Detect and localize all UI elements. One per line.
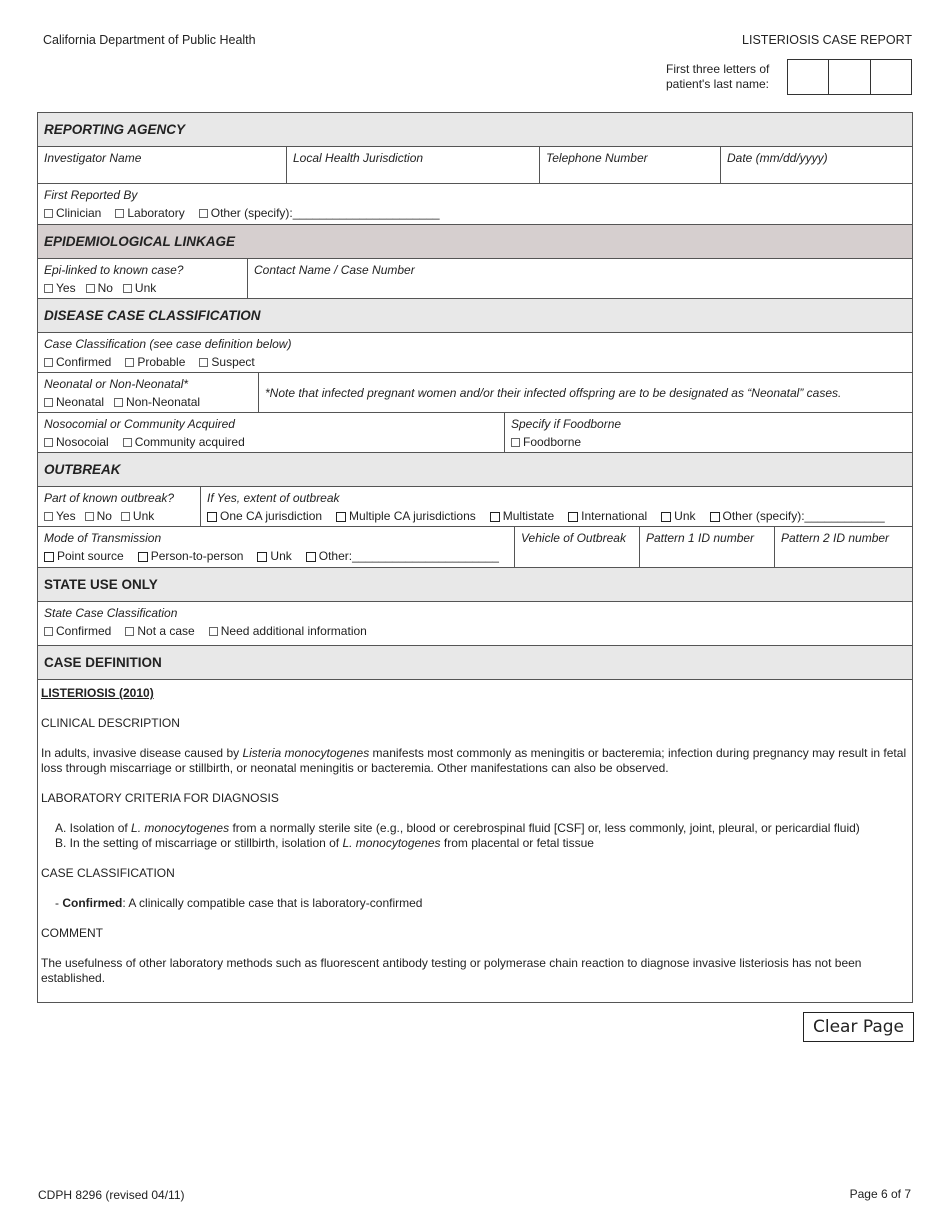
outbreak-yes-label: Yes [56, 509, 76, 523]
neonatal-cell [38, 373, 259, 412]
clinical-text-a: In adults, invasive disease caused by [41, 746, 243, 760]
reporting-agency-row [38, 147, 912, 184]
date-field[interactable] [721, 147, 912, 183]
investigator-label: Investigator Name [44, 151, 142, 165]
pattern1-label: Pattern 1 ID number [646, 531, 755, 545]
option-suspect[interactable] [199, 353, 254, 372]
section-outbreak: OUTBREAK [38, 453, 912, 487]
lab-a-organism: L. monocytogenes [131, 821, 230, 835]
option-person-to-person[interactable] [138, 547, 244, 566]
need-info-label: Need additional information [220, 624, 367, 638]
epi-yes-label: Yes [56, 281, 76, 295]
checkbox-epi-yes[interactable] [44, 284, 53, 293]
option-multi-ca[interactable] [336, 507, 476, 526]
option-international[interactable] [568, 507, 647, 526]
neonatal-label: Neonatal or Non-Neonatal* [44, 377, 189, 391]
case-class-cell [38, 333, 912, 372]
first-reported-options [44, 204, 906, 223]
checkbox-transmission-other[interactable] [306, 552, 316, 562]
epi-unk-label: Unk [134, 281, 157, 295]
outbreak-extent-label: If Yes, extent of outbreak [207, 491, 340, 505]
lab-b-organism: L. monocytogenes [342, 836, 441, 850]
lastname-letter-2[interactable] [829, 60, 870, 94]
option-nosocomial[interactable] [44, 433, 109, 452]
checkbox-neonatal[interactable] [44, 398, 53, 407]
checkbox-transmission-unk[interactable] [257, 552, 267, 562]
form-id: CDPH 8296 (revised 04/11) [38, 1188, 185, 1202]
checkbox-outbreak-yes[interactable] [44, 512, 53, 521]
lastname-boxes [787, 59, 912, 95]
multistate-label: Multistate [502, 509, 555, 523]
option-point-source[interactable] [44, 547, 124, 566]
checkbox-community[interactable] [123, 438, 132, 447]
lab-a-post: from a normally sterile site (e.g., blood or cerebrospinal fluid [CSF] or, less commonly, joint, pleural, or pericardial fluid) [229, 821, 860, 835]
not-case-label: Not a case [137, 624, 195, 638]
checkbox-international[interactable] [568, 512, 578, 522]
section-state-use: STATE USE ONLY [38, 568, 912, 602]
option-non-neonatal[interactable] [114, 393, 200, 412]
checkbox-confirmed[interactable] [44, 358, 53, 367]
outbreak-extent-cell [201, 487, 912, 526]
checkbox-person-to-person[interactable] [138, 552, 148, 562]
transmission-other-label: Other:______________________ [318, 549, 499, 563]
checkbox-foodborne[interactable] [511, 438, 520, 447]
confirmed-definition [55, 896, 909, 911]
checkbox-suspect[interactable] [199, 358, 208, 367]
international-label: International [581, 509, 648, 523]
point-source-label: Point source [57, 549, 124, 563]
outbreak-extent-options [207, 507, 906, 526]
outbreak-no-label: No [96, 509, 112, 523]
lab-a-pre: A. Isolation of [55, 821, 132, 835]
checkbox-extent-other[interactable] [710, 512, 720, 522]
checkbox-state-confirmed[interactable] [44, 627, 53, 636]
jurisdiction-field[interactable] [287, 147, 540, 183]
option-extent-unk[interactable] [661, 507, 695, 526]
investigator-name-field[interactable] [38, 147, 287, 183]
lab-b-pre: B. In the setting of miscarriage or stillbirth, isolation of [55, 836, 343, 850]
state-class-label: State Case Classification [44, 606, 178, 620]
lastname-label-line2: patient's last name: [666, 77, 770, 91]
clinical-organism: Listeria monocytogenes [242, 746, 370, 760]
comment-text: The usefulness of other laboratory methods such as fluorescent antibody testing or polymerase chain reaction to diagnose invasive listeriosis has not been established. [41, 956, 862, 985]
transmission-options [44, 547, 508, 566]
telephone-field[interactable] [540, 147, 721, 183]
laboratory-label: Laboratory [127, 206, 185, 220]
clinician-label: Clinician [56, 206, 102, 220]
option-epi-no[interactable] [86, 279, 113, 298]
confirmed-term: Confirmed [62, 896, 123, 910]
option-epi-yes[interactable] [44, 279, 76, 298]
jurisdiction-label: Local Health Jurisdiction [293, 151, 424, 165]
lab-b-post: from placental or fetal tissue [440, 836, 594, 850]
class-heading: CASE CLASSIFICATION [41, 866, 175, 880]
checkbox-extent-unk[interactable] [661, 512, 671, 522]
option-transmission-other[interactable] [306, 547, 499, 566]
nosocomial-label: Nosocomial or Community Acquired [44, 417, 235, 431]
option-transmission-unk[interactable] [257, 547, 291, 566]
lab-criteria-list [41, 821, 909, 851]
nosocomial-row [38, 413, 912, 453]
non-neonatal-label: Non-Neonatal [126, 395, 201, 409]
epi-linked-options [44, 279, 241, 298]
option-multistate[interactable] [490, 507, 554, 526]
neonatal-option-label: Neonatal [56, 395, 105, 409]
neonatal-note: *Note that infected pregnant women and/or their infected offspring are to be designated as “Neonatal” cases. [265, 385, 842, 400]
checkbox-laboratory[interactable] [115, 209, 124, 218]
checkbox-need-info[interactable] [209, 627, 218, 636]
checkbox-clinician[interactable] [44, 209, 53, 218]
epi-no-label: No [97, 281, 113, 295]
lastname-letter-3[interactable] [871, 60, 911, 94]
extent-other-label: Other (specify):____________ [722, 509, 885, 523]
community-label: Community acquired [134, 435, 245, 449]
classification-list [41, 896, 909, 911]
lab-heading: LABORATORY CRITERIA FOR DIAGNOSIS [41, 791, 279, 805]
contact-field[interactable] [248, 259, 912, 298]
report-title: LISTERIOSIS CASE REPORT [742, 33, 912, 47]
option-foodborne[interactable] [511, 433, 581, 452]
lastname-label-line1: First three letters of [666, 62, 770, 76]
section-reporting-agency: REPORTING AGENCY [38, 113, 912, 147]
outbreak-unk-label: Unk [132, 509, 155, 523]
checkbox-one-ca[interactable] [207, 512, 217, 522]
option-laboratory[interactable] [115, 204, 184, 223]
first-reported-cell [38, 184, 912, 224]
checkbox-non-neonatal[interactable] [114, 398, 123, 407]
section-case-classification: DISEASE CASE CLASSIFICATION [38, 299, 912, 333]
pattern1-field[interactable] [640, 527, 775, 567]
nosocomial-cell [38, 413, 505, 452]
vehicle-label: Vehicle of Outbreak [521, 531, 626, 545]
option-not-case[interactable] [125, 622, 194, 641]
foodborne-option-label: Foodborne [523, 435, 582, 449]
option-neonatal[interactable] [44, 393, 104, 412]
probable-label: Probable [137, 355, 186, 369]
checkbox-nosocomial[interactable] [44, 438, 53, 447]
epi-linked-cell [38, 259, 248, 298]
case-report-form [37, 112, 913, 1003]
case-class-label: Case Classification (see case definition below) [44, 337, 292, 351]
option-epi-unk[interactable] [123, 279, 156, 298]
case-class-row [38, 333, 912, 373]
option-outbreak-no[interactable] [85, 507, 112, 526]
contact-label: Contact Name / Case Number [254, 263, 415, 277]
option-other[interactable] [199, 204, 440, 223]
lastname-label [666, 62, 769, 92]
date-label: Date (mm/dd/yyyy) [727, 151, 828, 165]
checkbox-epi-no[interactable] [86, 284, 95, 293]
case-definition-body [38, 680, 912, 1002]
option-state-confirmed[interactable] [44, 622, 111, 641]
option-outbreak-yes[interactable] [44, 507, 76, 526]
clinical-heading: CLINICAL DESCRIPTION [41, 716, 180, 730]
section-epi-linkage: EPIDEMIOLOGICAL LINKAGE [38, 225, 912, 259]
lab-criterion-a [55, 821, 909, 836]
nosocomial-options [44, 433, 498, 452]
first-reported-label: First Reported By [44, 188, 138, 202]
page-number: Page 6 of 7 [849, 1187, 911, 1201]
pattern2-field[interactable] [775, 527, 912, 567]
vehicle-field[interactable] [515, 527, 640, 567]
neonatal-row [38, 373, 912, 413]
option-one-ca[interactable] [207, 507, 322, 526]
telephone-label: Telephone Number [546, 151, 648, 165]
neonatal-options [44, 393, 252, 412]
option-community[interactable] [123, 433, 245, 452]
case-class-options [44, 353, 906, 372]
comment-heading: COMMENT [41, 926, 103, 940]
checkbox-probable[interactable] [125, 358, 134, 367]
checkbox-outbreak-no[interactable] [85, 512, 94, 521]
option-probable[interactable] [125, 353, 185, 372]
lab-criterion-b [55, 836, 909, 851]
suspect-label: Suspect [211, 355, 255, 369]
foodborne-cell [505, 413, 912, 452]
checkbox-epi-unk[interactable] [123, 284, 132, 293]
clinical-text-b: manifests most commonly as meningitis or bacteremia; infection during pregnancy may result in fetal loss through miscarriage or stillbirth, or neonatal meningitis or bacteremia. Other manifestations can also be observed. [41, 746, 907, 775]
section-case-definition: CASE DEFINITION [38, 646, 912, 680]
person-to-person-label: Person-to-person [150, 549, 244, 563]
known-outbreak-options [44, 507, 194, 526]
checkbox-not-case[interactable] [125, 627, 134, 636]
disease-title: LISTERIOSIS (2010) [41, 686, 154, 700]
transmission-cell [38, 527, 515, 567]
option-extent-other[interactable] [710, 507, 885, 526]
epi-linkage-row [38, 259, 912, 299]
first-reported-row [38, 184, 912, 225]
foodborne-options [511, 433, 906, 452]
confirmed-label: Confirmed [56, 355, 112, 369]
extent-unk-label: Unk [674, 509, 696, 523]
checkbox-multistate[interactable] [490, 512, 500, 522]
known-outbreak-label: Part of known outbreak? [44, 491, 175, 505]
state-class-options [44, 622, 906, 641]
state-class-row [38, 602, 912, 646]
option-outbreak-unk[interactable] [121, 507, 154, 526]
agency-name: California Department of Public Health [43, 33, 256, 47]
outbreak-row [38, 487, 912, 527]
confirmed-text: : A clinically compatible case that is laboratory-confirmed [122, 896, 423, 910]
epi-linked-label: Epi-linked to known case? [44, 263, 184, 277]
multi-ca-label: Multiple CA jurisdictions [349, 509, 476, 523]
known-outbreak-cell [38, 487, 201, 526]
state-confirmed-label: Confirmed [56, 624, 112, 638]
option-clinician[interactable] [44, 204, 101, 223]
checkbox-point-source[interactable] [44, 552, 54, 562]
transmission-row [38, 527, 912, 568]
pattern2-label: Pattern 2 ID number [781, 531, 890, 545]
confirmed-dash: - [55, 896, 63, 910]
checkbox-multi-ca[interactable] [336, 512, 346, 522]
transmission-unk-label: Unk [270, 549, 292, 563]
one-ca-label: One CA jurisdiction [220, 509, 323, 523]
state-class-cell [38, 602, 912, 645]
checkbox-other[interactable] [199, 209, 208, 218]
foodborne-label: Specify if Foodborne [511, 417, 622, 431]
nosocomial-option-label: Nosocoial [56, 435, 109, 449]
checkbox-outbreak-unk[interactable] [121, 512, 130, 521]
option-need-info[interactable] [209, 622, 367, 641]
transmission-label: Mode of Transmission [44, 531, 162, 545]
other-specify-label: Other (specify):______________________ [210, 206, 440, 220]
clear-page-button[interactable]: Clear Page [803, 1012, 914, 1042]
clinical-description [41, 746, 909, 776]
option-confirmed[interactable] [44, 353, 111, 372]
lastname-letter-1[interactable] [788, 60, 829, 94]
